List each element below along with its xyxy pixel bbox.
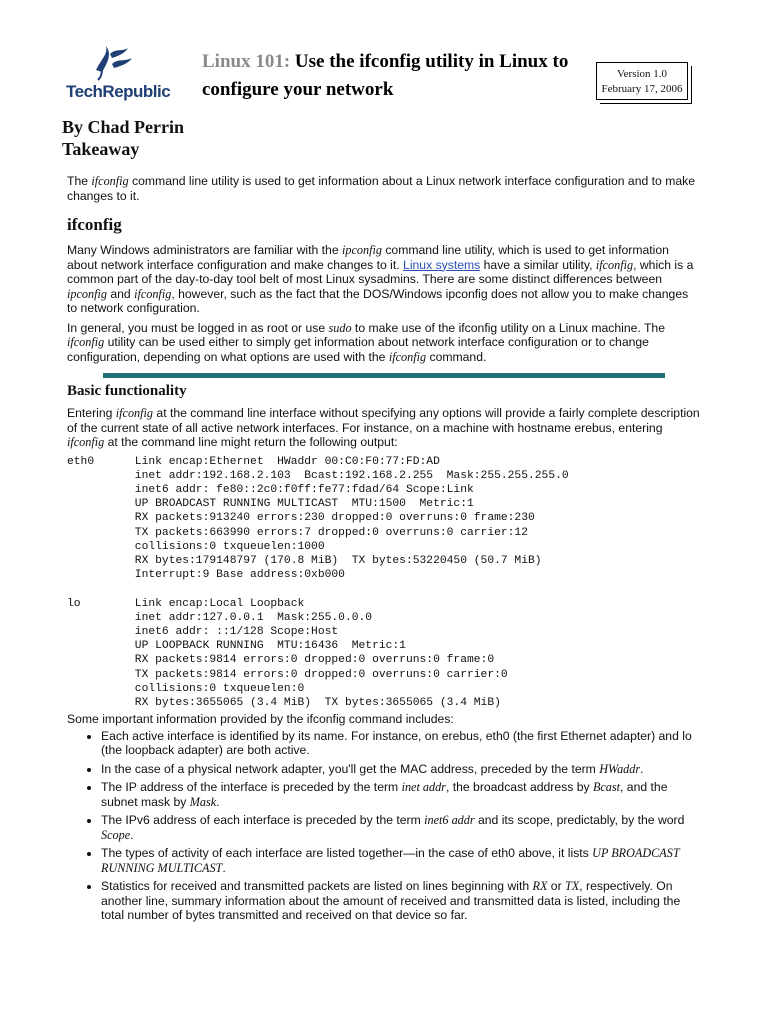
version-date: February 17, 2006 <box>601 83 683 95</box>
heading-basic-functionality: Basic functionality <box>67 382 701 400</box>
byline <box>62 116 184 160</box>
logo-text: TechRepublic <box>66 82 171 101</box>
list-item: • Statistics for received and transmitted packets are listed on lines beginning with RX or TX, respectively. On another line, summary information about the amount of received and transmitted data is listed, including the total number of bytes transmitted and received on that device so far. <box>101 879 701 923</box>
ifconfig-paragraph-1: Many Windows administrators are familiar with the ipconfig command line utility, which is used to get information about network interface configuration and make changes to it. Linux systems have a similar utility, ifconfig, which is a common part of the day-to-day tool belt of most Linux sysadmins. There are some distinct differences between ipconfig and ifconfig, however, such as the fact that the DOS/Windows ipconfig does not allow you to make changes to network configuration. <box>67 243 694 315</box>
list-item: • The IPv6 address of each interface is preceded by the term inet6 addr and its scope, predictably, by the word Scope. <box>101 813 701 842</box>
section-label: Takeaway <box>62 139 140 159</box>
info-list <box>67 729 701 923</box>
title-prefix: Linux 101: <box>202 51 291 72</box>
techrepublic-logo <box>64 40 180 104</box>
version-box <box>596 62 688 100</box>
ifconfig-paragraph-2: In general, you must be logged in as root or use sudo to make use of the ifconfig utility on a Linux machine. The ifconfig utility can be used either to simply get information about network interface configuration or to change configuration, depending on what options are used with the ifconfig command. <box>67 320 665 364</box>
basic-paragraph-2: Some important information provided by the ifconfig command includes: <box>67 712 454 727</box>
section-divider <box>103 373 665 378</box>
ifconfig-output-code: eth0 Link encap:Ethernet HWaddr 00:C0:F0:77:FD:AD inet addr:192.168.2.103 Bcast:192.168.2.255 Mask:255.255.255.0 inet6 addr: fe80::2c0:f0ff:fe77:fdad/64 Scope:Link UP BROADCAST RUNNING MULTICAST MTU:1500 Metric:1 RX packets:913240 errors:230 dropped:0 overruns:0 frame:230 TX packets:663990 errors:7 dropped:0 overruns:0 carrier:12 collisions:0 txqueuelen:1000 RX bytes:179148797 (170.8 MiB) TX bytes:53220450 (50.7 MiB) Interrupt:9 Base address:0xb000 lo Link encap:Local Loopback inet addr:127.0.0.1 Mask:255.0.0.0 inet6 addr: ::1/128 Scope:Host UP LOOPBACK RUNNING MTU:16436 Metric:1 RX packets:9814 errors:0 dropped:0 overruns:0 frame:0 TX packets:9814 errors:0 dropped:0 overruns:0 carrier:0 collisions:0 txqueuelen:0 RX bytes:3655065 (3.4 MiB) TX bytes:3655065 (3.4 MiB) <box>67 455 569 709</box>
author: By Chad Perrin <box>62 117 185 137</box>
article-body <box>67 174 701 927</box>
linux-systems-link[interactable]: Linux systems <box>403 257 481 272</box>
list-item: • The types of activity of each interface are listed together—in the case of eth0 above, it lists UP BROADCAST RUNNING MULTICAST. <box>101 846 701 875</box>
heading-ifconfig: ifconfig <box>67 215 122 234</box>
intro-paragraph: The ifconfig command line utility is used to get information about a Linux network interface configuration and to make changes to it. <box>67 174 695 203</box>
list-item: • In the case of a physical network adapter, you'll get the MAC address, preceded by the term HWaddr. <box>101 762 701 777</box>
title-text: Use the ifconfig utility in Linux to configure your network <box>202 51 569 100</box>
logo-swoosh-icon <box>90 40 136 84</box>
version-label: Version 1.0 <box>616 68 668 80</box>
basic-paragraph-1: Entering ifconfig at the command line interface without specifying any options will provide a fairly complete description of the current state of all active network interfaces. For instance, on a machine with hostname erebus, entering ifconfig at the command line might return the following output: <box>67 406 700 449</box>
list-item: • The IP address of the interface is preceded by the term inet addr, the broadcast address by Bcast, and the subnet mask by Mask. <box>101 780 701 809</box>
list-item: • Each active interface is identified by its name. For instance, on erebus, eth0 (the first Ethernet adapter) and lo (the loopback adapter) are both active. <box>101 729 701 758</box>
page-title <box>202 48 602 104</box>
